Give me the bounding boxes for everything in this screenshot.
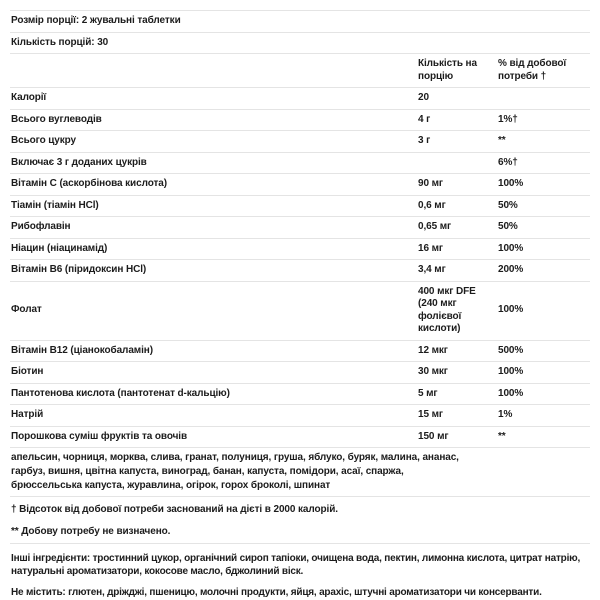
blend-ingredients-text: апельсин, чорниця, морква, слива, гранат, полуниця, груша, яблуко, буряк, малина, ананас, гарбуз, вишня, цвітна капуста, виноград, банан, капуста, помідори, асаї, спаржа, брюссельська капуста, журавлина, огірок, горох броколі, шпинат xyxy=(11,452,459,491)
nutrient-dv-cell: ** xyxy=(498,135,506,146)
table-row xyxy=(10,216,590,238)
nutrient-name-cell: Тіамін (тіамін HCl) xyxy=(11,199,99,211)
table-row xyxy=(10,173,590,195)
nutrient-name-cell: Вітамін B6 (піридоксин HCl) xyxy=(11,264,147,275)
header-amount-per-serving: Кількість на порцію xyxy=(418,58,477,82)
nutrient-amount-cell: 12 мкг xyxy=(418,344,448,356)
additional-info-section xyxy=(10,543,590,599)
nutrient-amount-cell: 16 мг xyxy=(418,242,443,254)
nutrient-name-cell: Біотин xyxy=(11,366,44,377)
nutrient-amount-cell: 4 г xyxy=(418,113,431,125)
nutrient-name-cell: Пантотенова кислота (пантотенат d-кальцію) xyxy=(11,387,230,399)
table-row xyxy=(10,109,590,131)
nutrient-name-cell: Фолат xyxy=(11,304,42,316)
nutrient-name-cell: Рибофлавін xyxy=(11,221,71,232)
other-ingredients-text: Інші інгредієнти: тростинний цукор, органічний сироп тапіоки, очищена вода, пектин, лимонна кислота, цитрат натрію, натуральні ароматизатори, кокосове масло, бджолиний віск. xyxy=(11,553,581,577)
nutrient-name-cell: Вітамін C (аскорбінова кислота) xyxy=(11,178,167,189)
nutrient-name-cell: Включає 3 г доданих цукрів xyxy=(11,156,147,168)
table-row xyxy=(10,195,590,217)
nutrition-facts-table xyxy=(10,53,590,447)
nutrient-name-cell: Калорії xyxy=(11,92,47,103)
serving-size-row: Розмір порції: 2 жувальні таблетки xyxy=(10,10,590,32)
nutrient-name-cell: Порошкова суміш фруктів та овочів xyxy=(11,430,188,442)
table-row xyxy=(10,383,590,405)
supplement-facts-label xyxy=(10,10,590,599)
nutrient-amount-cell: 400 мкг DFE (240 мкг фолієвої кислоти) xyxy=(418,285,476,334)
nutrient-amount-cell: 15 мг xyxy=(418,409,443,420)
nutrient-dv-cell: 100% xyxy=(498,304,524,316)
nutrient-amount-cell: 30 мкг xyxy=(418,366,448,377)
table-row xyxy=(10,426,590,448)
does-not-contain-text: Не містить: глютен, дріжджі, пшеницю, молочні продукти, яйця, арахіс, штучні ароматизатори чи консерванти. xyxy=(11,587,542,598)
nutrient-amount-cell: 20 xyxy=(418,92,429,103)
table-row xyxy=(10,259,590,281)
nutrient-name-cell: Натрій xyxy=(11,409,44,420)
nutrient-dv-cell: 100% xyxy=(498,242,524,254)
footnote-daily-value: † Відсоток від добової потреби заснований на дієті в 2000 калорій. xyxy=(11,504,338,515)
nutrient-name-cell: Ніацин (ніацинамід) xyxy=(11,242,108,254)
table-row xyxy=(10,404,590,426)
nutrient-name-cell: Всього вуглеводів xyxy=(11,113,102,125)
table-row xyxy=(10,130,590,152)
nutrient-amount-cell: 5 мг xyxy=(418,387,438,399)
header-daily-value: % від добової потреби † xyxy=(498,58,567,82)
nutrient-amount-cell: 3,4 мг xyxy=(418,264,446,275)
nutrient-amount-cell: 3 г xyxy=(418,135,431,146)
table-row xyxy=(10,281,590,340)
nutrient-amount-cell: 150 мг xyxy=(418,430,449,442)
nutrient-amount-cell: 0,65 мг xyxy=(418,221,452,232)
nutrient-name-cell: Вітамін B12 (ціанокобаламін) xyxy=(11,344,153,356)
servings-per-container-row: Кількість порцій: 30 xyxy=(10,32,590,54)
table-row xyxy=(10,152,590,174)
nutrient-dv-cell: 500% xyxy=(498,344,524,356)
nutrient-dv-cell: 50% xyxy=(498,221,518,232)
nutrient-dv-cell: 1% xyxy=(498,409,513,420)
nutrient-amount-cell: 90 мг xyxy=(418,178,443,189)
nutrient-dv-cell: 100% xyxy=(498,178,524,189)
table-row xyxy=(10,87,590,109)
table-row xyxy=(10,238,590,260)
table-header-row xyxy=(10,53,590,87)
nutrient-dv-cell: ** xyxy=(498,430,506,442)
blend-ingredients-section xyxy=(10,447,590,496)
table-body xyxy=(10,87,590,447)
nutrient-dv-cell: 200% xyxy=(498,264,524,275)
nutrient-dv-cell: 1%† xyxy=(498,113,518,125)
footnote-not-established: ** Добову потребу не визначено. xyxy=(11,526,171,537)
nutrient-dv-cell: 100% xyxy=(498,387,524,399)
nutrient-dv-cell: 50% xyxy=(498,199,518,211)
nutrient-dv-cell: 100% xyxy=(498,366,524,377)
nutrient-dv-cell: 6%† xyxy=(498,156,518,168)
nutrient-name-cell: Всього цукру xyxy=(11,135,77,146)
table-row xyxy=(10,340,590,362)
nutrient-amount-cell: 0,6 мг xyxy=(418,199,446,211)
footnotes-section xyxy=(10,496,590,543)
table-row xyxy=(10,361,590,383)
